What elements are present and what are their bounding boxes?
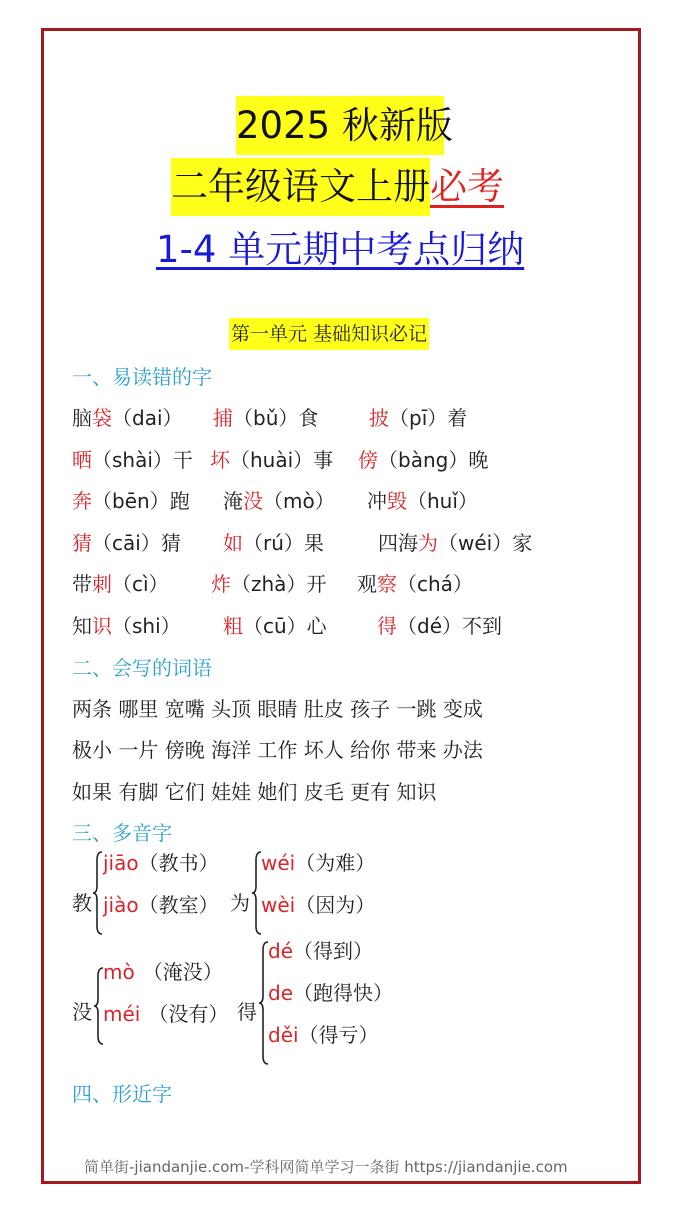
polyphone-reading: dé（得到） bbox=[268, 939, 373, 963]
word-list-line: 如果 有脚 它们 娃娃 她们 皮毛 更有 知识 bbox=[72, 780, 437, 804]
unit-heading: 第一单元 基础知识必记 bbox=[229, 318, 429, 350]
word-item: 知识（shi） bbox=[72, 614, 181, 638]
word-item: 如（rú）果 bbox=[223, 531, 324, 555]
word-item: 粗（cū）心 bbox=[223, 614, 327, 638]
word-item: 观察（chá） bbox=[357, 572, 473, 596]
word-item: 得（dé）不到 bbox=[377, 614, 502, 638]
polyphone-reading: děi（得亏） bbox=[268, 1023, 379, 1047]
title-line-2 bbox=[171, 158, 504, 216]
footer-watermark: 简单街-jiandanjie.com-学科网简单学习一条街 https://jiandanjie.com bbox=[84, 1158, 568, 1176]
polyphone-char: 为 bbox=[230, 891, 250, 915]
section-1-heading: 一、易读错的字 bbox=[72, 365, 212, 389]
polyphone-reading: de（跑得快） bbox=[268, 981, 393, 1005]
title-line-1: 2025 秋新版 bbox=[236, 96, 444, 155]
word-item: 冲毁（huǐ） bbox=[367, 489, 478, 513]
word-item: 猜（cāi）猜 bbox=[72, 531, 181, 555]
word-item: 坏（huài）事 bbox=[210, 448, 334, 472]
title-line-2-red: 必考 bbox=[430, 165, 504, 208]
word-item: 傍（bàng）晚 bbox=[358, 448, 489, 472]
title-line-2-highlight: 二年级语文上册 bbox=[171, 158, 430, 216]
polyphone-reading: wèi（因为） bbox=[261, 893, 376, 917]
polyphone-reading: jiào（教室） bbox=[103, 893, 219, 917]
polyphone-char: 教 bbox=[72, 891, 92, 915]
word-item: 披（pī）着 bbox=[369, 406, 468, 430]
polyphone-char: 没 bbox=[72, 1000, 92, 1024]
polyphone-reading: mò （淹没） bbox=[103, 960, 223, 984]
polyphone-char: 得 bbox=[237, 1000, 257, 1024]
polyphone-reading: jiāo（教书） bbox=[103, 851, 219, 875]
word-item: 四海为（wéi）家 bbox=[378, 531, 533, 555]
section-3-heading: 三、多音字 bbox=[72, 821, 172, 845]
word-list-line: 极小 一片 傍晚 海洋 工作 坏人 给你 带来 办法 bbox=[72, 738, 483, 762]
section-4-heading: 四、形近字 bbox=[72, 1082, 172, 1106]
word-item: 带刺（cì） bbox=[72, 572, 169, 596]
title-line-3: 1-4 单元期中考点归纳 bbox=[156, 228, 525, 271]
word-item: 脑袋（dai） bbox=[72, 406, 183, 430]
word-item: 晒（shài）干 bbox=[72, 448, 193, 472]
polyphone-reading: wéi（为难） bbox=[261, 851, 376, 875]
polyphone-reading: méi （没有） bbox=[103, 1002, 229, 1026]
section-2-heading: 二、会写的词语 bbox=[72, 656, 212, 680]
word-item: 捕（bǔ）食 bbox=[213, 406, 319, 430]
word-item: 炸（zhà）开 bbox=[211, 572, 327, 596]
word-item: 淹没（mò） bbox=[223, 489, 335, 513]
word-item: 奔（bēn）跑 bbox=[72, 489, 190, 513]
word-list-line: 两条 哪里 宽嘴 头顶 眼睛 肚皮 孩子 一跳 变成 bbox=[72, 697, 483, 721]
